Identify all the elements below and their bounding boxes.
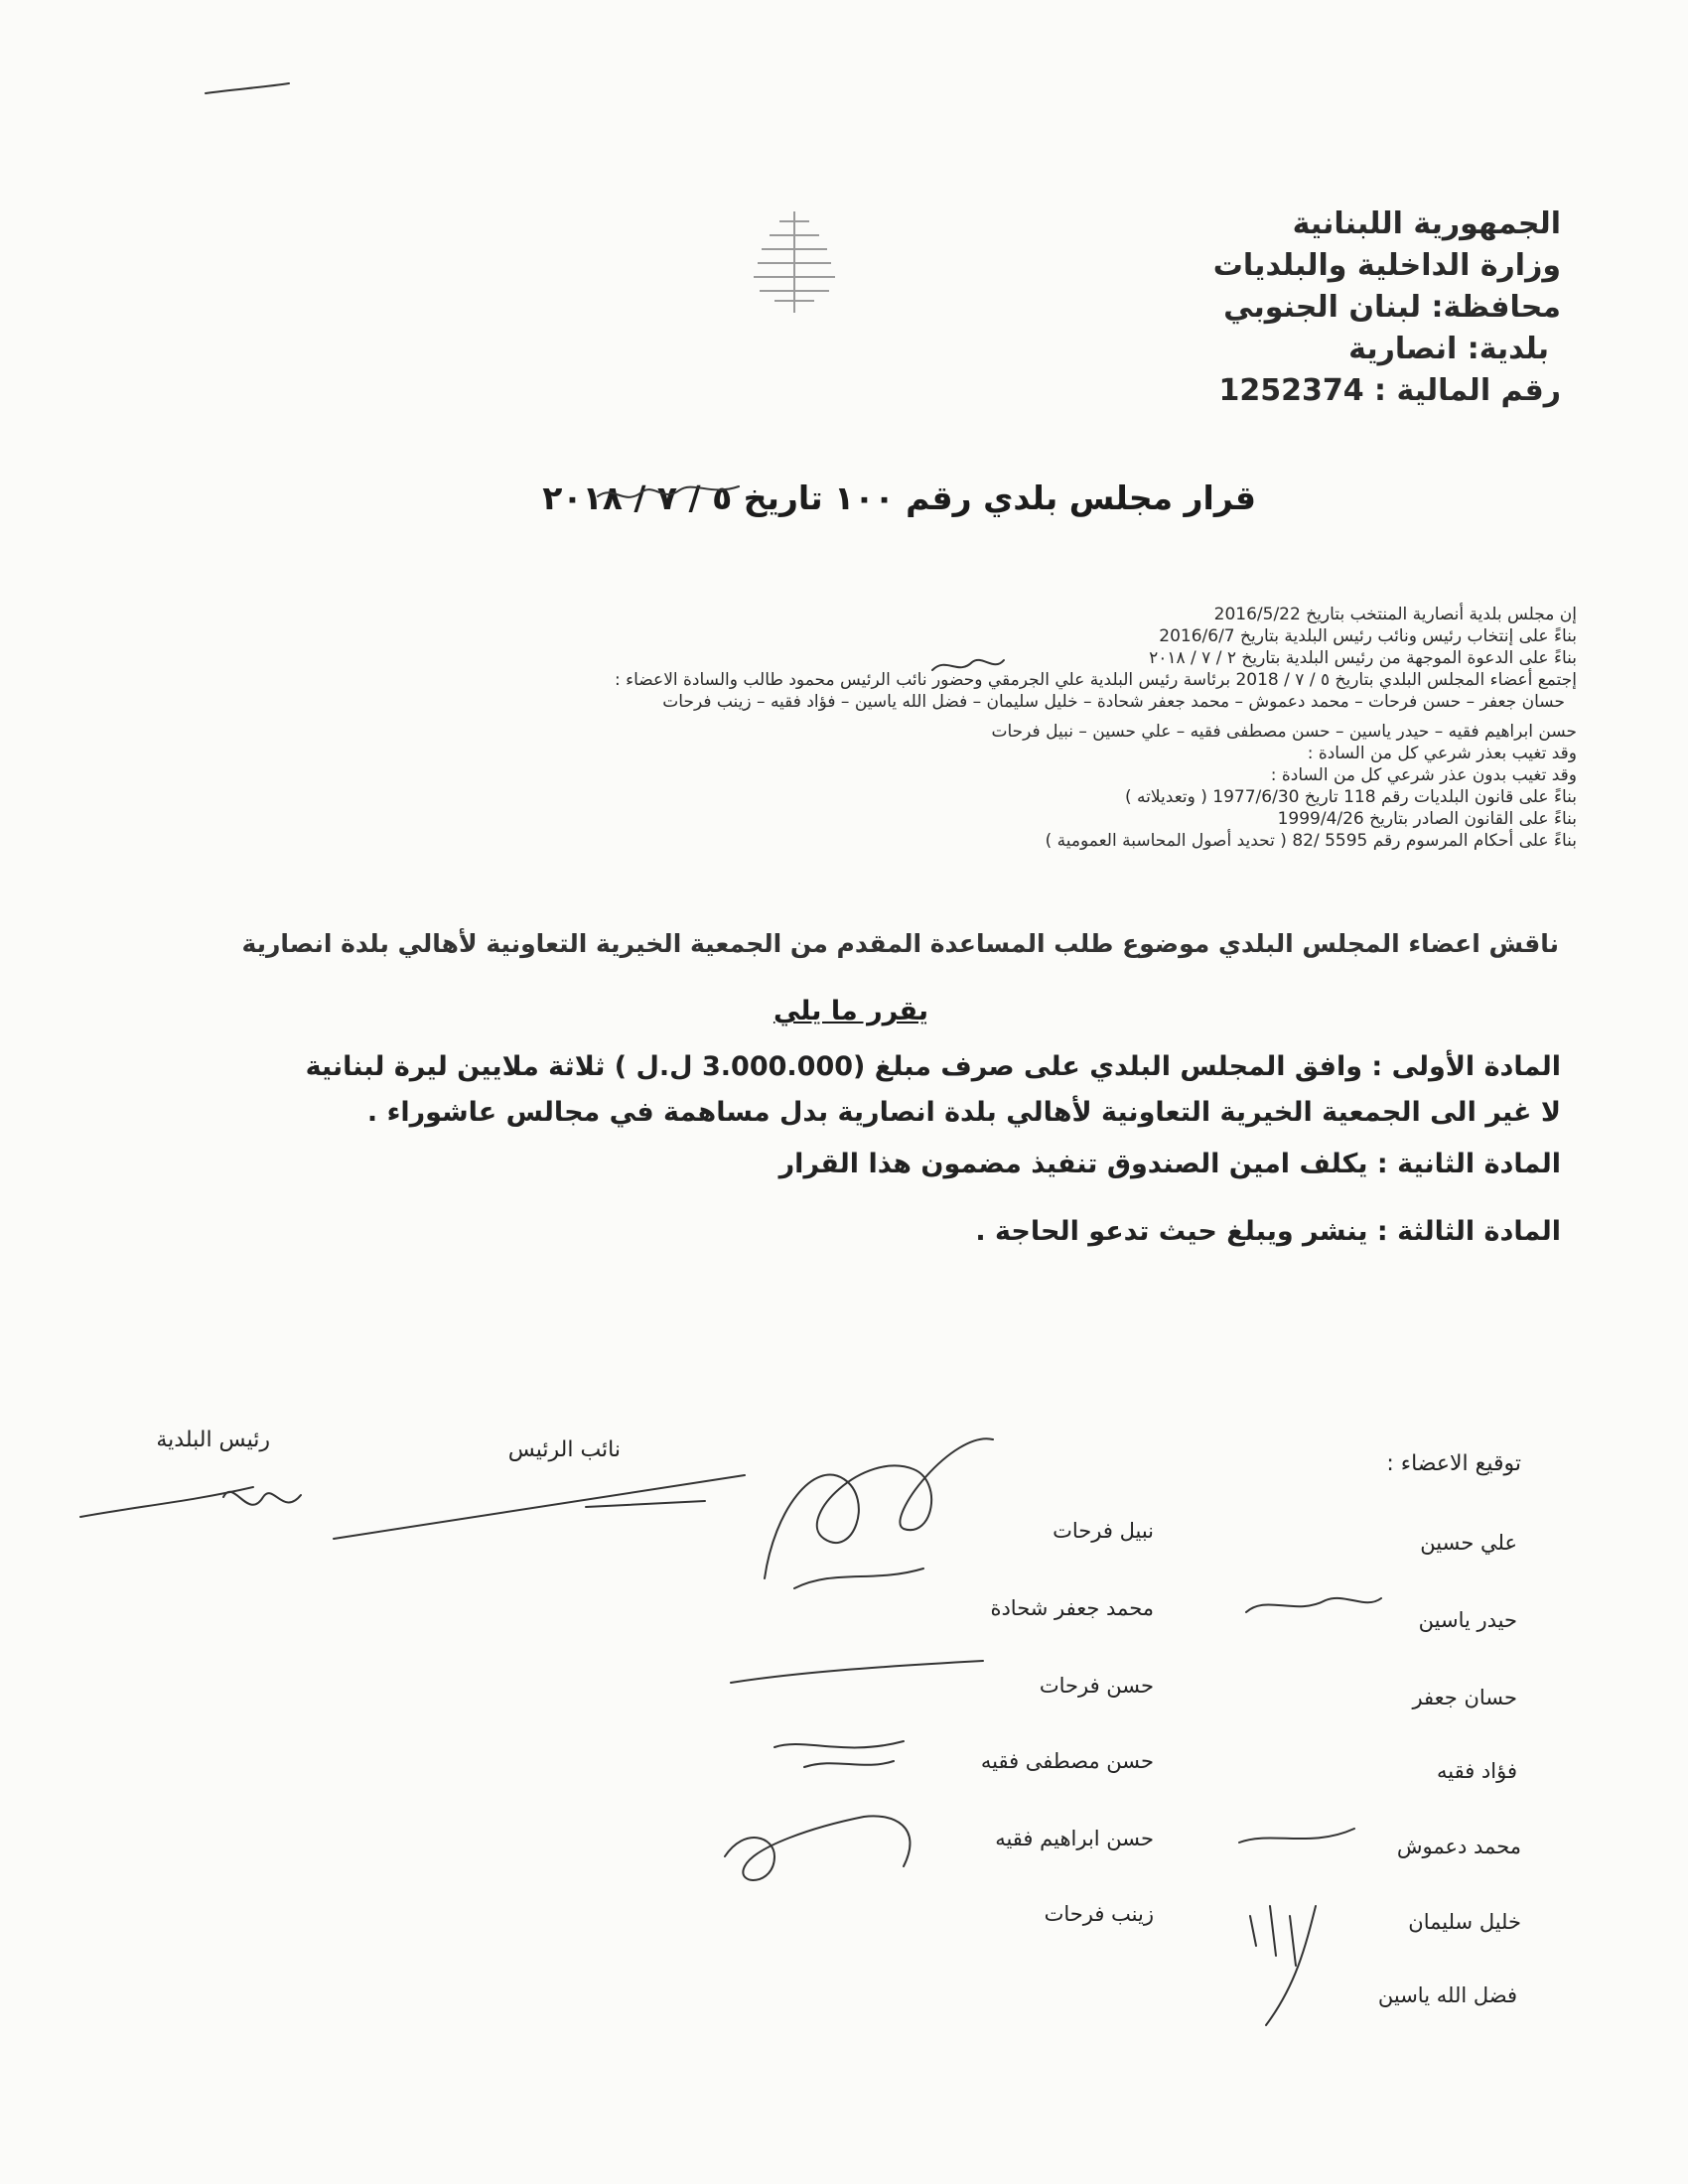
member-name: حيدر ياسين xyxy=(1418,1608,1517,1632)
mayor-signature xyxy=(74,1467,308,1537)
preamble-date-handwriting xyxy=(928,650,1008,680)
preamble-line: بناءً على أحكام المرسوم رقم 5595 /82 ( تحديد أصول المحاسبة العمومية ) xyxy=(1045,831,1577,851)
preamble-block xyxy=(615,604,1577,852)
member-name: فضل الله ياسين xyxy=(1377,1983,1517,2007)
member-signature-hassan-mustafa xyxy=(765,1727,914,1777)
preamble-line: حسان جعفر – حسن فرحات – محمد دعموش – محمد جعفر شحادة – خليل سليمان – فضل الله ياسين – فؤاد فقيه – زينب فرحات xyxy=(662,692,1565,712)
article-first-cont: لا غير الى الجمعية الخيرية التعاونية لأهالي بلدة انصارية بدل مساهمة في مجالس عاشوراء . xyxy=(366,1097,1561,1128)
member-name: محمد جعفر شحادة xyxy=(990,1596,1154,1620)
member-name: محمد دعموش xyxy=(1396,1835,1521,1858)
member-name: خليل سليمان xyxy=(1408,1910,1521,1934)
preamble-line: بناءً على إنتخاب رئيس ونائب رئيس البلدية بتاريخ 2016/6/7 xyxy=(1159,626,1577,646)
member-name: نبيل فرحات xyxy=(1053,1519,1154,1543)
members-signature-label: توقيع الاعضاء : xyxy=(1386,1451,1521,1476)
preamble-line: بناءً على القانون الصادر بتاريخ 1999/4/26 xyxy=(1277,809,1577,829)
member-name: علي حسين xyxy=(1420,1531,1517,1555)
header-finance-number: رقم المالية : 1252374 xyxy=(1218,373,1561,408)
preamble-line: إجتمع أعضاء المجلس البلدي بتاريخ ٥ / ٧ / 2018 برئاسة رئيس البلدية علي الجرمقي وحضور نائب الرئيس محمود طالب والسادة الاعضاء : xyxy=(615,670,1577,690)
preamble-line: حسن ابراهيم فقيه – حيدر ياسين – حسن مصطفى فقيه – علي حسين – نبيل فرحات xyxy=(991,722,1577,742)
article-third: المادة الثالثة : ينشر ويبلغ حيث تدعو الحاجة . xyxy=(975,1216,1561,1247)
decides-heading: يقرر ما يلي xyxy=(773,996,928,1026)
letterhead xyxy=(1213,204,1561,412)
stray-pen-mark xyxy=(204,79,293,99)
member-name: حسن ابراهيم فقيه xyxy=(995,1827,1154,1850)
articles-block xyxy=(306,1047,1561,1252)
decision-title: قرار مجلس بلدي رقم ١٠٠ تاريخ ٥ / ٧ / ٢٠١٨ xyxy=(542,478,1256,517)
deputy-label: نائب الرئيس xyxy=(507,1437,621,1462)
deputy-signature xyxy=(328,1459,755,1549)
member-name: حسن فرحات xyxy=(1039,1674,1154,1698)
title-date-handwriting xyxy=(594,467,743,516)
preamble-line: وقد تغيب بعذر شرعي كل من السادة : xyxy=(1307,744,1577,763)
member-name: فؤاد فقيه xyxy=(1436,1759,1517,1783)
header-governorate: محافظة: لبنان الجنوبي xyxy=(1223,290,1561,325)
header-republic: الجمهورية اللبنانية xyxy=(1292,206,1561,241)
member-signature-hassan-farhat xyxy=(725,1653,993,1693)
mayor-label: رئيس البلدية xyxy=(156,1428,270,1452)
member-signature-hassan-ibrahim xyxy=(715,1797,943,1906)
preamble-line: وقد تغيب بدون عذر شرعي كل من السادة : xyxy=(1270,765,1577,785)
preamble-line: بناءً على الدعوة الموجهة من رئيس البلدية بتاريخ ٢ / ٧ / ٢٠١٨ xyxy=(1149,648,1577,668)
header-municipality: بلدية: انصارية xyxy=(1348,332,1549,366)
preamble-line: بناءً على قانون البلديات رقم 118 تاريخ 1977/6/30 ( وتعديلاته ) xyxy=(1125,787,1577,807)
preamble-line: إن مجلس بلدية أنصارية المنتخب بتاريخ 2016/5/22 xyxy=(1213,605,1577,624)
article-first: المادة الأولى : وافق المجلس البلدي على صرف مبلغ (3.000.000 ل.ل ) ثلاثة ملايين ليرة لبنانية xyxy=(305,1051,1561,1082)
member-name: حسان جعفر xyxy=(1412,1686,1517,1709)
member-signature-mohammad-daamoush xyxy=(1231,1819,1360,1853)
header-ministry: وزارة الداخلية والبلديات xyxy=(1212,248,1561,283)
member-signature-haidar-yassin xyxy=(1236,1586,1385,1626)
cedar-emblem-icon xyxy=(740,204,849,323)
member-signature-large xyxy=(735,1420,1003,1608)
member-name: حسن مصطفى فقيه xyxy=(980,1749,1154,1773)
member-signature-khalil-slayman xyxy=(1236,1886,1365,2035)
member-name: زينب فرحات xyxy=(1044,1902,1154,1926)
discussion-line: ناقش اعضاء المجلس البلدي موضوع طلب المساعدة المقدم من الجمعية الخيرية التعاونية لأهالي بلدة انصارية xyxy=(241,929,1559,958)
article-second: المادة الثانية : يكلف امين الصندوق تنفيذ مضمون هذا القرار xyxy=(778,1149,1561,1179)
